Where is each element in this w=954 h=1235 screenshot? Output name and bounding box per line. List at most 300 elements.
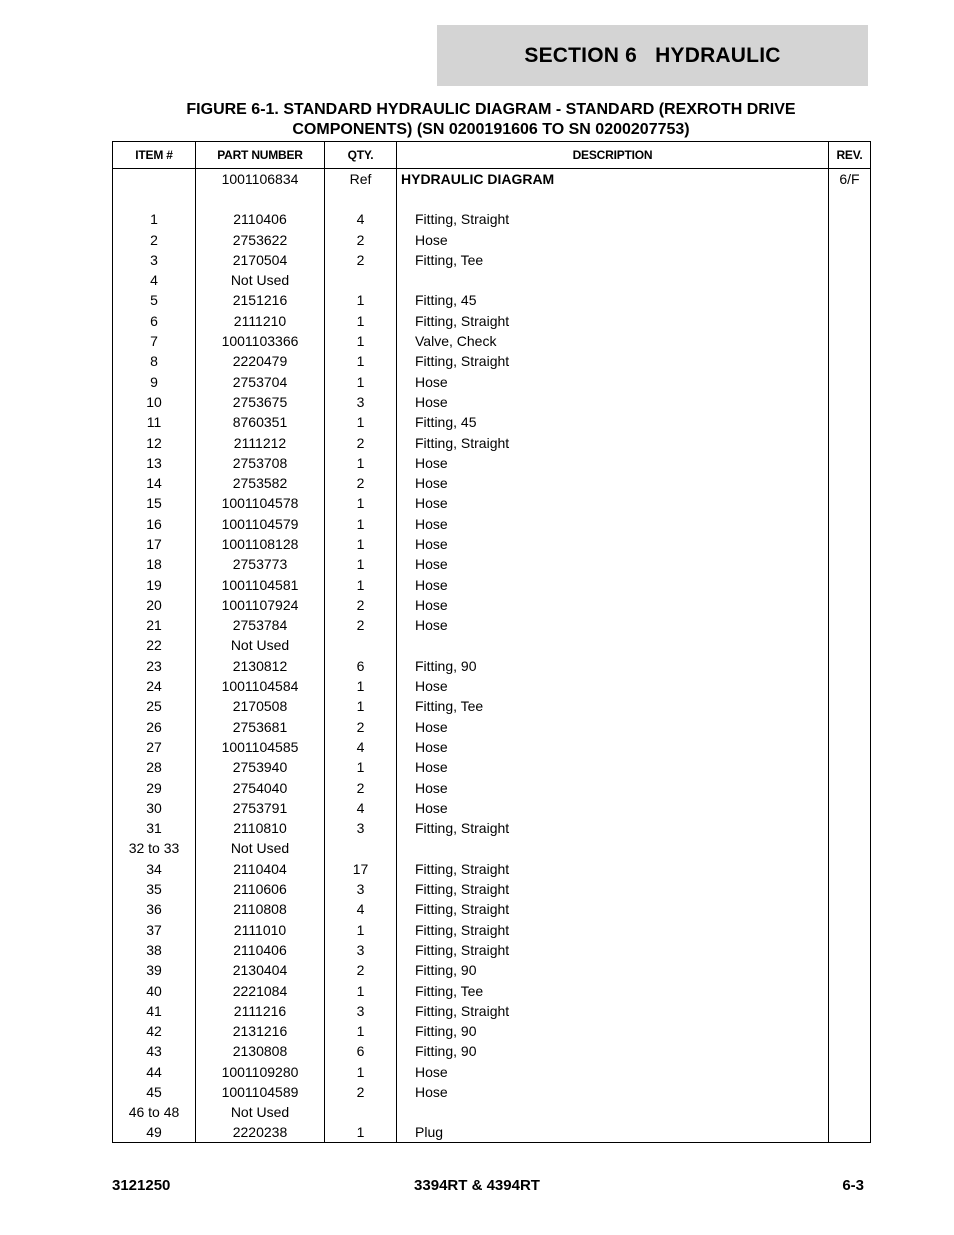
qty-cell: 1	[325, 453, 397, 473]
table-row	[113, 737, 871, 757]
qty-cell: 1	[325, 1062, 397, 1082]
description-cell: Fitting, 45	[397, 290, 829, 310]
qty-cell: 2	[325, 960, 397, 980]
rev-cell	[829, 960, 871, 980]
rev-cell	[829, 473, 871, 493]
rev-cell	[829, 656, 871, 676]
part-number-cell: Not Used	[196, 838, 325, 858]
description-cell: Hose	[397, 453, 829, 473]
table-row	[113, 676, 871, 696]
part-number-cell: 2111010	[196, 919, 325, 939]
table-row	[113, 777, 871, 797]
qty-cell	[325, 1102, 397, 1122]
rev-cell	[829, 919, 871, 939]
description-cell	[397, 189, 829, 209]
table-row	[113, 432, 871, 452]
table-row	[113, 412, 871, 432]
item-cell: 18	[113, 554, 196, 574]
rev-cell	[829, 940, 871, 960]
section-title: SECTION 6 HYDRAULIC	[524, 43, 781, 67]
table-row	[113, 635, 871, 655]
item-cell: 21	[113, 615, 196, 635]
part-number-cell: Not Used	[196, 270, 325, 290]
table-row	[113, 838, 871, 858]
item-cell: 46 to 48	[113, 1102, 196, 1122]
description-cell: Hose	[397, 595, 829, 615]
table-row	[113, 798, 871, 818]
item-cell: 8	[113, 351, 196, 371]
qty-cell: 2	[325, 432, 397, 452]
qty-cell: 2	[325, 1082, 397, 1102]
description-cell: Fitting, Straight	[397, 879, 829, 899]
description-cell: Hose	[397, 514, 829, 534]
qty-cell: 6	[325, 1041, 397, 1061]
part-number-cell: 8760351	[196, 412, 325, 432]
rev-cell	[829, 392, 871, 412]
description-cell: Hose	[397, 534, 829, 554]
qty-cell: 1	[325, 574, 397, 594]
table-row	[113, 859, 871, 879]
qty-cell: 1	[325, 290, 397, 310]
part-number-cell: 2111216	[196, 1001, 325, 1021]
rev-cell	[829, 676, 871, 696]
qty-cell	[325, 189, 397, 209]
parts-table	[112, 141, 871, 1143]
item-cell: 25	[113, 696, 196, 716]
rev-cell	[829, 554, 871, 574]
column-header-item: ITEM #	[113, 142, 196, 169]
rev-cell	[829, 493, 871, 513]
table-row	[113, 473, 871, 493]
qty-cell: 1	[325, 534, 397, 554]
qty-cell: 4	[325, 899, 397, 919]
part-number-cell: 2753791	[196, 798, 325, 818]
description-cell: Fitting, Straight	[397, 351, 829, 371]
qty-cell: 1	[325, 331, 397, 351]
qty-cell: 1	[325, 371, 397, 391]
part-number-cell: 2111212	[196, 432, 325, 452]
item-cell: 17	[113, 534, 196, 554]
table-row	[113, 757, 871, 777]
rev-cell	[829, 717, 871, 737]
table-row	[113, 351, 871, 371]
part-number-cell: 2130404	[196, 960, 325, 980]
rev-cell	[829, 899, 871, 919]
description-cell	[397, 1102, 829, 1122]
description-cell: Hose	[397, 1062, 829, 1082]
item-cell: 35	[113, 879, 196, 899]
part-number-cell	[196, 189, 325, 209]
item-cell: 13	[113, 453, 196, 473]
table-row	[113, 554, 871, 574]
table-row	[113, 493, 871, 513]
part-number-cell: 2220238	[196, 1122, 325, 1142]
qty-cell: 4	[325, 798, 397, 818]
table-row	[113, 250, 871, 270]
rev-cell	[829, 798, 871, 818]
qty-cell: 1	[325, 554, 397, 574]
description-cell: Hose	[397, 737, 829, 757]
description-cell: HYDRAULIC DIAGRAM	[397, 169, 829, 189]
description-cell: Fitting, Straight	[397, 940, 829, 960]
table-row	[113, 595, 871, 615]
rev-cell: 6/F	[829, 169, 871, 189]
qty-cell: 2	[325, 595, 397, 615]
item-cell: 29	[113, 777, 196, 797]
table-row	[113, 229, 871, 249]
qty-cell: 1	[325, 676, 397, 696]
rev-cell	[829, 189, 871, 209]
table-body	[113, 169, 871, 1143]
item-cell: 40	[113, 980, 196, 1000]
rev-cell	[829, 818, 871, 838]
part-number-cell: 2110606	[196, 879, 325, 899]
part-number-cell: 2220479	[196, 351, 325, 371]
rev-cell	[829, 209, 871, 229]
rev-cell	[829, 290, 871, 310]
column-header-rev: REV.	[829, 142, 871, 169]
item-cell: 30	[113, 798, 196, 818]
description-cell: Hose	[397, 493, 829, 513]
part-number-cell: 2110406	[196, 940, 325, 960]
item-cell: 37	[113, 919, 196, 939]
figure-title-line2: COMPONENTS) (SN 0200191606 TO SN 0200207753)	[292, 121, 690, 138]
qty-cell: 2	[325, 229, 397, 249]
item-cell: 6	[113, 311, 196, 331]
qty-cell: 1	[325, 980, 397, 1000]
part-number-cell: 1001109280	[196, 1062, 325, 1082]
item-cell: 39	[113, 960, 196, 980]
qty-cell: 2	[325, 615, 397, 635]
description-cell: Hose	[397, 554, 829, 574]
item-cell: 24	[113, 676, 196, 696]
qty-cell: 1	[325, 412, 397, 432]
part-number-cell: 2110404	[196, 859, 325, 879]
description-cell	[397, 838, 829, 858]
table-row	[113, 331, 871, 351]
description-cell: Hose	[397, 757, 829, 777]
rev-cell	[829, 1082, 871, 1102]
part-number-cell: 2170504	[196, 250, 325, 270]
rev-cell	[829, 980, 871, 1000]
part-number-cell: 2110808	[196, 899, 325, 919]
item-cell: 3	[113, 250, 196, 270]
part-number-cell: 2753708	[196, 453, 325, 473]
item-cell: 7	[113, 331, 196, 351]
part-number-cell: 2110810	[196, 818, 325, 838]
part-number-cell: 1001104581	[196, 574, 325, 594]
item-cell: 16	[113, 514, 196, 534]
description-cell: Hose	[397, 574, 829, 594]
part-number-cell: 2111210	[196, 311, 325, 331]
part-number-cell: 1001104585	[196, 737, 325, 757]
qty-cell: 3	[325, 818, 397, 838]
rev-cell	[829, 331, 871, 351]
item-cell: 4	[113, 270, 196, 290]
table-row	[113, 169, 871, 189]
qty-cell: 4	[325, 209, 397, 229]
part-number-cell: 1001107924	[196, 595, 325, 615]
rev-cell	[829, 737, 871, 757]
qty-cell: 4	[325, 737, 397, 757]
item-cell: 41	[113, 1001, 196, 1021]
part-number-cell: Not Used	[196, 635, 325, 655]
item-cell: 19	[113, 574, 196, 594]
table-row	[113, 574, 871, 594]
qty-cell: 3	[325, 940, 397, 960]
rev-cell	[829, 453, 871, 473]
rev-cell	[829, 595, 871, 615]
item-cell: 2	[113, 229, 196, 249]
qty-cell: 2	[325, 717, 397, 737]
rev-cell	[829, 1001, 871, 1021]
table-row	[113, 899, 871, 919]
table-row	[113, 1001, 871, 1021]
rev-cell	[829, 250, 871, 270]
part-number-cell: 2753773	[196, 554, 325, 574]
rev-cell	[829, 229, 871, 249]
qty-cell: 6	[325, 656, 397, 676]
part-number-cell: 1001103366	[196, 331, 325, 351]
rev-cell	[829, 879, 871, 899]
part-number-cell: 2753681	[196, 717, 325, 737]
qty-cell: 1	[325, 1122, 397, 1142]
part-number-cell: 2110406	[196, 209, 325, 229]
column-header-part-number: PART NUMBER	[196, 142, 325, 169]
part-number-cell: 2170508	[196, 696, 325, 716]
part-number-cell: 2753622	[196, 229, 325, 249]
footer-doc-number: 3121250	[112, 1177, 171, 1194]
item-cell: 11	[113, 412, 196, 432]
description-cell: Hose	[397, 676, 829, 696]
description-cell: Fitting, Straight	[397, 899, 829, 919]
description-cell	[397, 635, 829, 655]
table-row	[113, 371, 871, 391]
description-cell: Plug	[397, 1122, 829, 1142]
part-number-cell: 1001104589	[196, 1082, 325, 1102]
item-cell: 26	[113, 717, 196, 737]
qty-cell: 1	[325, 757, 397, 777]
description-cell: Fitting, Straight	[397, 919, 829, 939]
table-header-row	[113, 142, 871, 169]
qty-cell: 2	[325, 473, 397, 493]
description-cell: Fitting, 90	[397, 960, 829, 980]
item-cell: 22	[113, 635, 196, 655]
part-number-cell: 2753940	[196, 757, 325, 777]
qty-cell: 2	[325, 250, 397, 270]
part-number-cell: 2131216	[196, 1021, 325, 1041]
description-cell: Hose	[397, 777, 829, 797]
footer-model: 3394RT & 4394RT	[414, 1177, 540, 1194]
description-cell: Fitting, Straight	[397, 859, 829, 879]
item-cell: 49	[113, 1122, 196, 1142]
rev-cell	[829, 757, 871, 777]
rev-cell	[829, 1021, 871, 1041]
qty-cell: 3	[325, 1001, 397, 1021]
rev-cell	[829, 1041, 871, 1061]
item-cell: 28	[113, 757, 196, 777]
part-number-cell: 2753784	[196, 615, 325, 635]
table-row	[113, 1062, 871, 1082]
column-header-description: DESCRIPTION	[397, 142, 829, 169]
figure-title-line1: FIGURE 6-1. STANDARD HYDRAULIC DIAGRAM - STANDARD (REXROTH DRIVE	[186, 101, 796, 118]
item-cell: 44	[113, 1062, 196, 1082]
table-row	[113, 270, 871, 290]
item-cell: 9	[113, 371, 196, 391]
rev-cell	[829, 371, 871, 391]
rev-cell	[829, 859, 871, 879]
part-number-cell: 2753675	[196, 392, 325, 412]
table-row	[113, 534, 871, 554]
rev-cell	[829, 1122, 871, 1142]
part-number-cell: 1001104579	[196, 514, 325, 534]
description-cell	[397, 270, 829, 290]
description-cell: Hose	[397, 615, 829, 635]
qty-cell: 1	[325, 493, 397, 513]
rev-cell	[829, 574, 871, 594]
item-cell: 32 to 33	[113, 838, 196, 858]
table-row	[113, 656, 871, 676]
item-cell: 14	[113, 473, 196, 493]
description-cell: Hose	[397, 473, 829, 493]
item-cell: 12	[113, 432, 196, 452]
table-row	[113, 818, 871, 838]
table-row	[113, 919, 871, 939]
section-header	[437, 25, 868, 86]
part-number-cell: 2130812	[196, 656, 325, 676]
item-cell: 42	[113, 1021, 196, 1041]
qty-cell: 2	[325, 777, 397, 797]
table-row	[113, 453, 871, 473]
description-cell: Fitting, Straight	[397, 432, 829, 452]
item-cell: 36	[113, 899, 196, 919]
table-row	[113, 209, 871, 229]
rev-cell	[829, 432, 871, 452]
description-cell: Fitting, Straight	[397, 311, 829, 331]
description-cell: Fitting, Straight	[397, 1001, 829, 1021]
rev-cell	[829, 696, 871, 716]
description-cell: Fitting, Tee	[397, 980, 829, 1000]
table-row	[113, 514, 871, 534]
item-cell: 10	[113, 392, 196, 412]
description-cell: Fitting, 45	[397, 412, 829, 432]
rev-cell	[829, 838, 871, 858]
table-row	[113, 1102, 871, 1122]
qty-cell: 1	[325, 351, 397, 371]
qty-cell: Ref	[325, 169, 397, 189]
column-header-qty: QTY.	[325, 142, 397, 169]
item-cell: 43	[113, 1041, 196, 1061]
table-row	[113, 879, 871, 899]
part-number-cell: 2151216	[196, 290, 325, 310]
part-number-cell: 2130808	[196, 1041, 325, 1061]
qty-cell: 17	[325, 859, 397, 879]
rev-cell	[829, 1102, 871, 1122]
table-row	[113, 290, 871, 310]
item-cell: 1	[113, 209, 196, 229]
table-row	[113, 311, 871, 331]
rev-cell	[829, 412, 871, 432]
qty-cell: 3	[325, 392, 397, 412]
description-cell: Fitting, Straight	[397, 209, 829, 229]
item-cell: 15	[113, 493, 196, 513]
qty-cell: 1	[325, 514, 397, 534]
table-row	[113, 960, 871, 980]
rev-cell	[829, 777, 871, 797]
rev-cell	[829, 534, 871, 554]
description-cell: Hose	[397, 717, 829, 737]
table-row	[113, 615, 871, 635]
table-row	[113, 696, 871, 716]
part-number-cell: 2753704	[196, 371, 325, 391]
part-number-cell: 2754040	[196, 777, 325, 797]
rev-cell	[829, 270, 871, 290]
part-number-cell: 1001104578	[196, 493, 325, 513]
rev-cell	[829, 514, 871, 534]
qty-cell	[325, 838, 397, 858]
item-cell: 31	[113, 818, 196, 838]
description-cell: Fitting, Tee	[397, 696, 829, 716]
qty-cell: 3	[325, 879, 397, 899]
part-number-cell: 2221084	[196, 980, 325, 1000]
table-row	[113, 1021, 871, 1041]
item-cell: 5	[113, 290, 196, 310]
table-row	[113, 1122, 871, 1142]
table-row	[113, 980, 871, 1000]
description-cell: Hose	[397, 371, 829, 391]
description-cell: Fitting, 90	[397, 656, 829, 676]
table-row	[113, 1082, 871, 1102]
qty-cell: 1	[325, 696, 397, 716]
part-number-cell: 1001104584	[196, 676, 325, 696]
rev-cell	[829, 311, 871, 331]
description-cell: Hose	[397, 392, 829, 412]
description-cell: Hose	[397, 1082, 829, 1102]
qty-cell	[325, 270, 397, 290]
table-row	[113, 717, 871, 737]
rev-cell	[829, 615, 871, 635]
item-cell	[113, 189, 196, 209]
table-row	[113, 940, 871, 960]
description-cell: Hose	[397, 798, 829, 818]
item-cell: 38	[113, 940, 196, 960]
description-cell: Fitting, Straight	[397, 818, 829, 838]
item-cell: 27	[113, 737, 196, 757]
item-cell	[113, 169, 196, 189]
table-row	[113, 392, 871, 412]
description-cell: Valve, Check	[397, 331, 829, 351]
item-cell: 34	[113, 859, 196, 879]
description-cell: Fitting, 90	[397, 1021, 829, 1041]
part-number-cell: 1001106834	[196, 169, 325, 189]
description-cell: Hose	[397, 229, 829, 249]
table-row	[113, 189, 871, 209]
part-number-cell: 1001108128	[196, 534, 325, 554]
item-cell: 45	[113, 1082, 196, 1102]
figure-title	[112, 100, 870, 140]
item-cell: 20	[113, 595, 196, 615]
part-number-cell: 2753582	[196, 473, 325, 493]
qty-cell: 1	[325, 311, 397, 331]
qty-cell	[325, 635, 397, 655]
description-cell: Fitting, Tee	[397, 250, 829, 270]
qty-cell: 1	[325, 1021, 397, 1041]
part-number-cell: Not Used	[196, 1102, 325, 1122]
footer-page-number: 6-3	[842, 1177, 864, 1194]
rev-cell	[829, 1062, 871, 1082]
qty-cell: 1	[325, 919, 397, 939]
item-cell: 23	[113, 656, 196, 676]
